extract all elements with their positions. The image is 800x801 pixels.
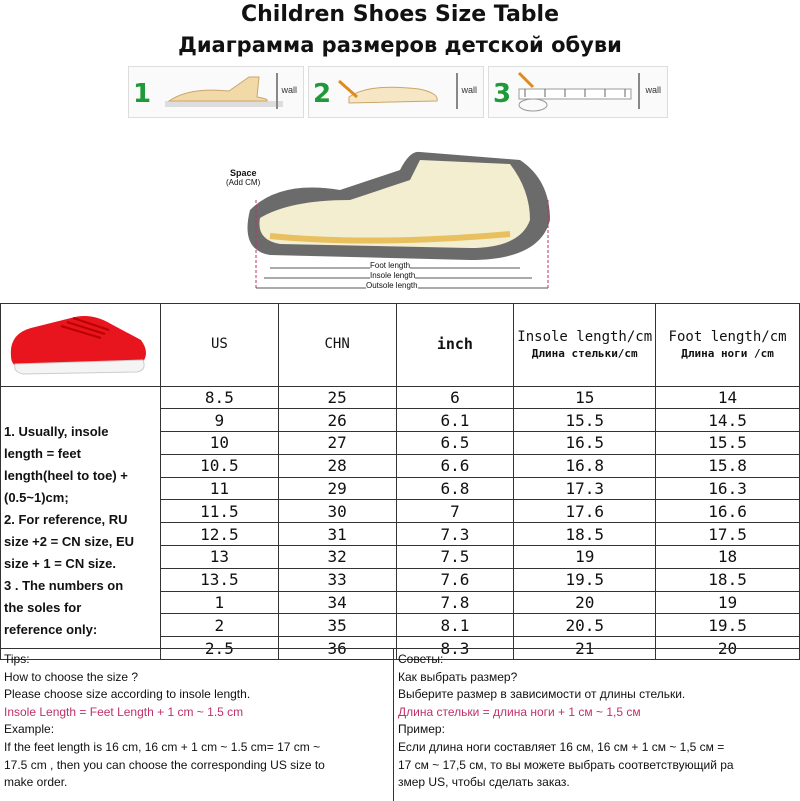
cell-foot: 18.5 [656, 568, 800, 591]
cell-us: 9 [160, 409, 278, 432]
tips-formula: Длина стельки = длина ноги + 1 см ~ 1,5 см [398, 704, 641, 719]
cell-chn: 31 [278, 523, 396, 546]
cell-inch: 6.8 [396, 477, 514, 500]
header-foot-ru: Длина ноги /cm [681, 346, 774, 360]
cell-inch: 6.6 [396, 454, 514, 477]
cell-insole: 21 [514, 637, 656, 660]
cell-foot: 14 [656, 386, 800, 409]
step-number: 3 [493, 79, 512, 109]
cell-insole: 15 [514, 386, 656, 409]
size-notes [1, 386, 161, 660]
note-line: 2. For reference, RU [4, 511, 128, 527]
cell-chn: 34 [278, 591, 396, 614]
note-line: reference only: [4, 621, 98, 637]
note-line: length = feet [4, 445, 81, 461]
title-english: Children Shoes Size Table [240, 2, 560, 27]
outsole-length-label: Outsole length [366, 281, 418, 290]
red-sneaker-icon [1, 304, 159, 380]
cell-chn: 32 [278, 546, 396, 569]
note-line: length(heel to toe) + [4, 467, 128, 483]
cell-chn: 26 [278, 409, 396, 432]
cell-us: 10.5 [160, 454, 278, 477]
note-line: 1. Usually, insole [4, 423, 109, 439]
cell-insole: 17.3 [514, 477, 656, 500]
cell-us: 10 [160, 432, 278, 455]
tips-line: Как выбрать размер? [398, 669, 518, 684]
cell-inch: 6.1 [396, 409, 514, 432]
foot-on-paper-icon [129, 67, 305, 119]
cell-insole: 19 [514, 546, 656, 569]
cell-us: 13.5 [160, 568, 278, 591]
header-insole-en: Insole length/cm [517, 329, 653, 346]
cell-foot: 14.5 [656, 409, 800, 432]
cell-foot: 16.6 [656, 500, 800, 523]
measuring-steps [128, 66, 668, 118]
tips-line: Please choose size according to insole length. [4, 687, 251, 702]
wall-label: wall [461, 85, 477, 95]
cell-insole: 16.5 [514, 432, 656, 455]
shoe-image-cell [1, 304, 161, 387]
cell-inch: 7.5 [396, 546, 514, 569]
header-foot [656, 304, 800, 387]
tips-line: 17 см ~ 17,5 см, то вы можете выбрать соответствующий ра [398, 757, 734, 772]
insole-length-label: Insole length [370, 271, 416, 280]
tips-section [0, 648, 800, 800]
cell-foot: 18 [656, 546, 800, 569]
cell-foot: 15.5 [656, 432, 800, 455]
tips-line: Если длина ноги составляет 16 см, 16 см + 1 см ~ 1,5 см = [398, 739, 725, 754]
step-number: 2 [313, 79, 332, 109]
step-1 [128, 66, 304, 118]
size-table [0, 303, 800, 660]
note-line: the soles for [4, 599, 82, 615]
cell-us: 12.5 [160, 523, 278, 546]
shoe-measurement-diagram [220, 140, 580, 300]
cell-us: 2.5 [160, 637, 278, 660]
foot-length-label: Foot length [370, 261, 411, 270]
wall-label: wall [645, 85, 661, 95]
cell-us: 2 [160, 614, 278, 637]
cell-chn: 35 [278, 614, 396, 637]
step-number: 1 [133, 79, 152, 109]
tips-example-heading: Example: [4, 722, 55, 737]
cell-chn: 36 [278, 637, 396, 660]
cell-inch: 8.1 [396, 614, 514, 637]
cell-inch: 6 [396, 386, 514, 409]
header-inch: inch [396, 304, 514, 387]
cell-inch: 7.3 [396, 523, 514, 546]
step-3 [488, 66, 668, 118]
note-line: size +2 = CN size, EU [4, 533, 135, 549]
cell-insole: 19.5 [514, 568, 656, 591]
wall-label: wall [281, 85, 297, 95]
header-foot-en: Foot length/cm [668, 329, 787, 346]
cell-chn: 29 [278, 477, 396, 500]
space-label: Space [230, 168, 257, 178]
tips-line: Выберите размер в зависимости от длины стельки. [398, 687, 686, 702]
cell-foot: 16.3 [656, 477, 800, 500]
cell-insole: 15.5 [514, 409, 656, 432]
cell-foot: 20 [656, 637, 800, 660]
tips-heading: Tips: [4, 652, 30, 666]
cell-inch: 7.8 [396, 591, 514, 614]
header-insole [514, 304, 656, 387]
cell-inch: 7.6 [396, 568, 514, 591]
cell-inch: 8.3 [396, 637, 514, 660]
cell-insole: 20.5 [514, 614, 656, 637]
cell-inch: 6.5 [396, 432, 514, 455]
tips-line: 17.5 cm , then you can choose the corresponding US size to [4, 757, 325, 772]
tips-line: How to choose the size ? [4, 669, 139, 684]
tips-line: make order. [4, 775, 68, 790]
note-line: (0.5~1)cm; [4, 489, 69, 505]
table-row [1, 386, 800, 409]
cell-chn: 30 [278, 500, 396, 523]
cell-foot: 15.8 [656, 454, 800, 477]
cell-foot: 19 [656, 591, 800, 614]
cell-chn: 33 [278, 568, 396, 591]
cell-foot: 19.5 [656, 614, 800, 637]
cell-insole: 17.6 [514, 500, 656, 523]
cell-insole: 18.5 [514, 523, 656, 546]
tips-heading: Советы: [398, 652, 444, 666]
ruler-icon [489, 67, 669, 119]
cell-foot: 17.5 [656, 523, 800, 546]
cell-us: 11.5 [160, 500, 278, 523]
foot-outline-icon [309, 67, 485, 119]
tips-russian [394, 649, 800, 801]
header-chn: CHN [278, 304, 396, 387]
header-us: US [160, 304, 278, 387]
cell-us: 8.5 [160, 386, 278, 409]
cell-us: 1 [160, 591, 278, 614]
cell-us: 11 [160, 477, 278, 500]
tips-english [0, 649, 394, 801]
tips-example-heading: Пример: [398, 722, 445, 737]
cell-inch: 7 [396, 500, 514, 523]
step-2 [308, 66, 484, 118]
cell-chn: 28 [278, 454, 396, 477]
cell-chn: 27 [278, 432, 396, 455]
tips-line: If the feet length is 16 cm, 16 cm + 1 cm ~ 1.5 cm= 17 cm ~ [4, 739, 321, 754]
table-header-row [1, 304, 800, 387]
cell-insole: 16.8 [514, 454, 656, 477]
space-sub-label: (Add CM) [226, 178, 261, 187]
tips-line: змер US, чтобы сделать заказ. [398, 775, 570, 790]
tips-formula: Insole Length = Feet Length + 1 cm ~ 1.5 cm [4, 704, 244, 719]
note-line: size + 1 = CN size. [4, 555, 117, 571]
header-insole-ru: Длина стельки/cm [531, 346, 638, 360]
cell-chn: 25 [278, 386, 396, 409]
cell-insole: 20 [514, 591, 656, 614]
title-russian: Диаграмма размеров детской обуви [178, 33, 622, 57]
cell-us: 13 [160, 546, 278, 569]
note-line: 3 . The numbers on [4, 577, 124, 593]
